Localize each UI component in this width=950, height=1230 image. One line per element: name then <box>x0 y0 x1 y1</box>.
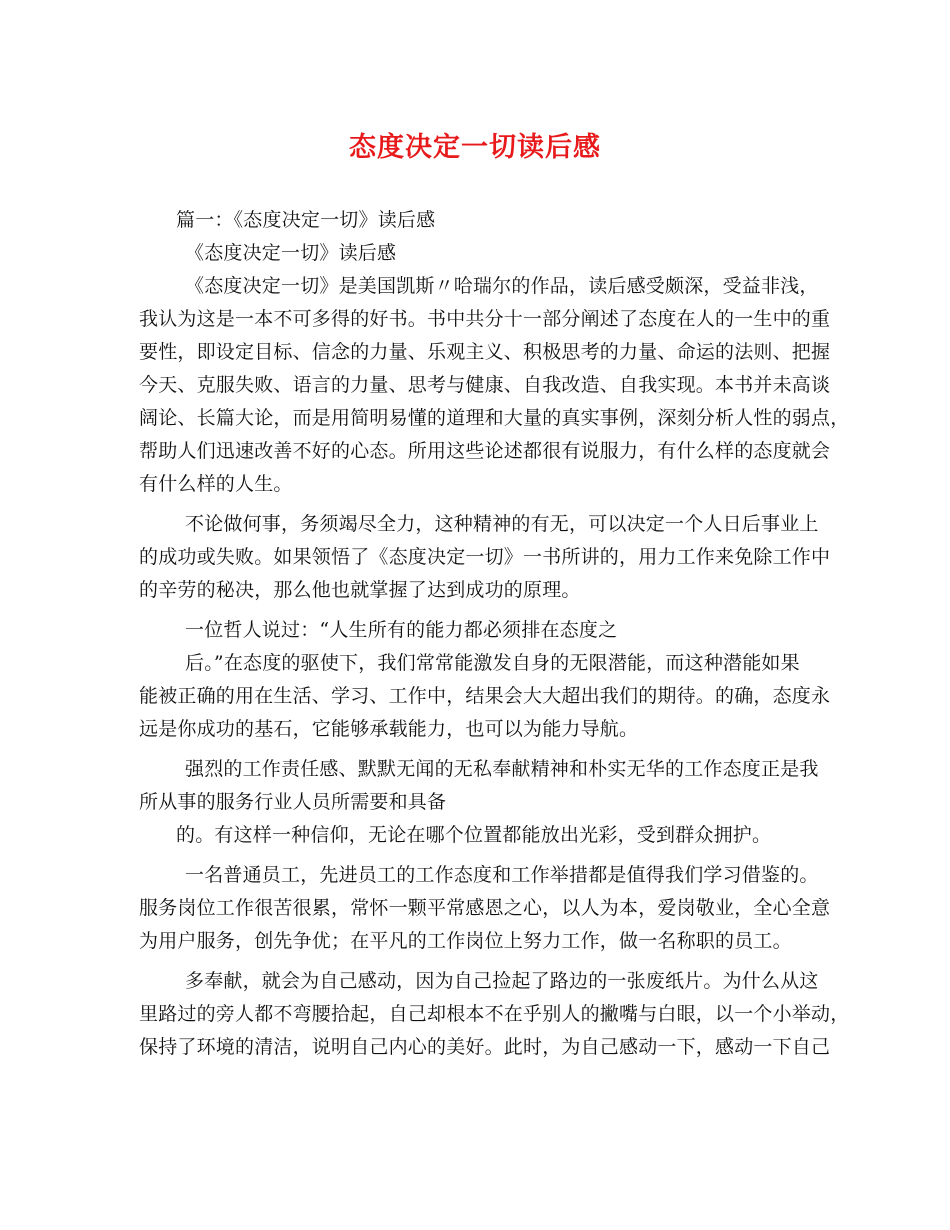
paragraph-line: 远是你成功的基石，它能够承载能力，也可以为能力导航。 <box>139 718 639 740</box>
paragraph-line: 为用户服务，创先争优；在平凡的工作岗位上努力工作，做一名称职的员工。 <box>139 930 792 952</box>
paragraph-line: 一位哲人说过：“人生所有的能力都必须排在态度之 <box>185 619 618 641</box>
subtitle-line: 《态度决定一切》读后感 <box>185 242 397 264</box>
paragraph-line: 我认为这是一本不可多得的好书。书中共分十一部分阐述了态度在人的一生中的重 <box>139 308 831 330</box>
paragraph-line: 多奉献，就会为自己感动，因为自己捡起了路边的一张废纸片。为什么从这 <box>185 970 819 992</box>
paragraph-line: 强烈的工作责任感、默默无闻的无私奉献精神和朴实无华的工作态度正是我 <box>185 758 819 780</box>
paragraph-line: 不论做何事，务须竭尽全力，这种精神的有无，可以决定一个人日后事业上 <box>185 513 819 535</box>
paragraph-line: 的辛劳的秘决，那么他也就掌握了达到成功的原理。 <box>139 579 581 601</box>
paragraph-line: 要性，即设定目标、信念的力量、乐观主义、积极思考的力量、命运的法则、把握 <box>139 341 831 363</box>
document-title: 态度决定一切读后感 <box>349 132 601 163</box>
paragraph-line: 服务岗位工作很苦很累，常怀一颗平常感恩之心，以人为本，爱岗敬业，全心全意 <box>139 897 831 919</box>
paragraph-line: 阔论、长篇大论，而是用简明易懂的道理和大量的真实事例，深刻分析人性的弱点， <box>139 407 850 429</box>
paragraph-line: 的成功或失败。如果领悟了《态度决定一切》一书所讲的，用力工作来免除工作中 <box>139 546 831 568</box>
paragraph-line: 所从事的服务行业人员所需要和具备 <box>139 791 447 813</box>
paragraph-line: 里路过的旁人都不弯腰拾起，自己却根本不在乎别人的撇嘴与白眼，以一个小举动， <box>139 1003 850 1025</box>
paragraph-line: 后。”在态度的驱使下，我们常常能激发自身的无限潜能，而这种潜能如果 <box>185 652 800 674</box>
paragraph-line: 《态度决定一切》是美国凯斯〃哈瑞尔的作品，读后感受颇深，受益非浅， <box>185 275 819 297</box>
paragraph-line: 保持了环境的清洁，说明自己内心的美好。此时，为自己感动一下，感动一下自己 <box>139 1036 831 1058</box>
section-heading: 篇一：《态度决定一切》读后感 <box>176 209 436 231</box>
paragraph-line: 今天、克服失败、语言的力量、思考与健康、自我改造、自我实现。本书并未高谈 <box>139 374 831 396</box>
paragraph-line: 一名普通员工，先进员工的工作态度和工作举措都是值得我们学习借鉴的。 <box>185 864 819 886</box>
paragraph-line: 能被正确的用在生活、学习、工作中，结果会大大超出我们的期待。的确，态度永 <box>139 685 831 707</box>
paragraph-line: 帮助人们迅速改善不好的心态。所用这些论述都很有说服力，有什么样的态度就会 <box>139 440 831 462</box>
paragraph-line: 有什么样的人生。 <box>139 473 293 495</box>
paragraph-line: 的。有这样一种信仰，无论在哪个位置都能放出光彩，受到群众拥护。 <box>176 824 772 846</box>
